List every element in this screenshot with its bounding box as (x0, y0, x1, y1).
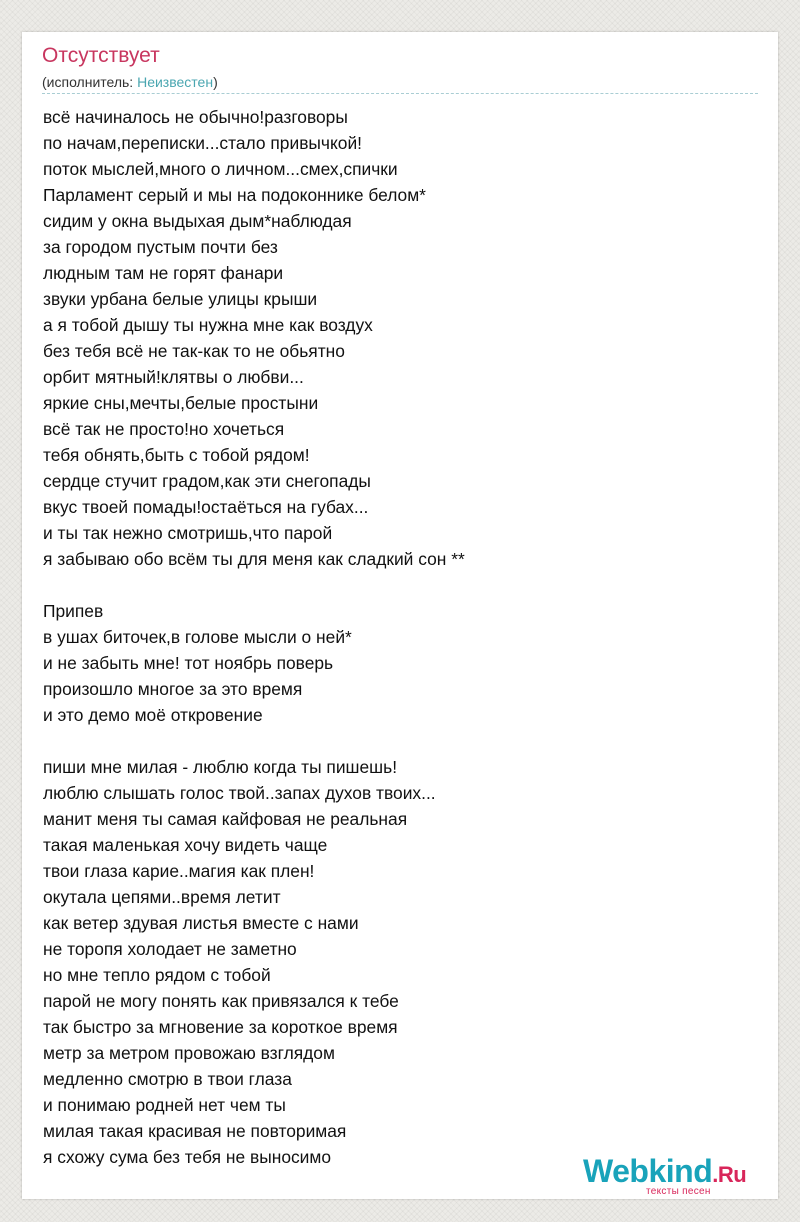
lyric-line: тебя обнять,быть с тобой рядом! (43, 445, 310, 465)
lyric-line: вкус твоей помады!остаёться на губах... (43, 497, 369, 517)
lyric-line (43, 728, 465, 754)
logo-suffix: .Ru (712, 1162, 747, 1187)
lyric-line: я схожу сума без тебя не выносимо (43, 1147, 332, 1167)
logo-tagline: тексты песен (646, 1186, 711, 1197)
lyric-line: окутала цепями..время летит (43, 887, 281, 907)
lyric-line: всё начиналось не обычно!разговоры (43, 107, 348, 127)
lyric-line: и не забыть мне! тот ноябрь поверь (43, 653, 334, 673)
lyric-line: я забываю обо всём ты для меня как сладкий сон ** (43, 549, 465, 569)
lyrics-card (22, 32, 778, 1199)
lyric-line: медленно смотрю в твои глаза (43, 1069, 292, 1089)
lyric-line: и ты так нежно смотришь,что парой (43, 523, 333, 543)
song-title: Отсутствует (42, 44, 160, 67)
lyric-line: всё так не просто!но хочеться (43, 419, 285, 439)
artist-link[interactable]: Неизвестен (137, 74, 214, 90)
lyric-line: как ветер здувая листья вместе с нами (43, 913, 359, 933)
lyric-line: людным там не горят фанари (43, 263, 284, 283)
lyric-line: так быстро за мгновение за короткое время (43, 1017, 398, 1037)
lyrics-text (43, 104, 465, 1170)
lyric-line: по начам,переписки...стало привычкой! (43, 133, 363, 153)
lyric-line: Парламент серый и мы на подоконнике белом* (43, 185, 426, 205)
lyric-line: Припев (43, 601, 104, 621)
lyric-line: пиши мне милая - люблю когда ты пишешь! (43, 757, 398, 777)
header-divider (42, 93, 758, 94)
lyric-line: произошло многое за это время (43, 679, 303, 699)
lyric-line: но мне тепло рядом с тобой (43, 965, 271, 985)
lyric-line: в ушах биточек,в голове мысли о ней* (43, 627, 352, 647)
lyric-line: такая маленькая хочу видеть чаще (43, 835, 328, 855)
logo-main: Webkind (583, 1153, 713, 1189)
lyric-line: звуки урбана белые улицы крыши (43, 289, 318, 309)
lyric-line: твои глаза карие..магия как плен! (43, 861, 315, 881)
lyric-line: поток мыслей,много о личном...смех,спички (43, 159, 398, 179)
lyric-line: люблю слышать голос твой..запах духов твоих... (43, 783, 436, 803)
lyric-line: манит меня ты самая кайфовая не реальная (43, 809, 408, 829)
lyric-line: яркие сны,мечты,белые простыни (43, 393, 319, 413)
lyric-line: сердце стучит градом,как эти снегопады (43, 471, 371, 491)
artist-meta-close: ) (213, 74, 218, 90)
lyric-line: метр за метром провожаю взглядом (43, 1043, 335, 1063)
lyric-line: орбит мятный!клятвы о любви... (43, 367, 304, 387)
lyric-line (43, 572, 465, 598)
artist-meta (42, 74, 218, 90)
lyric-line: милая такая красивая не повторимая (43, 1121, 347, 1141)
lyric-line: парой не могу понять как привязался к тебе (43, 991, 399, 1011)
lyric-line: и это демо моё откровение (43, 705, 263, 725)
lyric-line: сидим у окна выдыхая дым*наблюдая (43, 211, 352, 231)
lyric-line: а я тобой дышу ты нужна мне как воздух (43, 315, 373, 335)
lyric-line: без тебя всё не так-как то не обьятно (43, 341, 345, 361)
lyric-line: за городом пустым почти без (43, 237, 278, 257)
lyric-line: не торопя холодает не заметно (43, 939, 297, 959)
lyric-line: и понимаю родней нет чем ты (43, 1095, 286, 1115)
artist-label: (исполнитель: (42, 74, 138, 90)
